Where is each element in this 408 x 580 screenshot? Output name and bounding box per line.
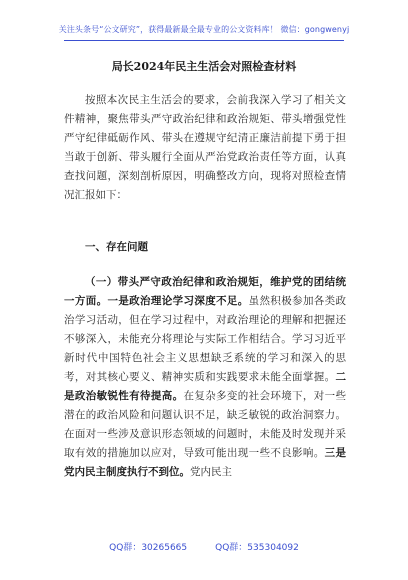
paragraph-lead: （一）带头严守政治纪律和政治规矩，维护党的团结统一方面。	[64, 276, 346, 307]
footer-qq-group-2: QQ群：535304092	[215, 543, 299, 553]
header-banner: 关注头条号“公文研究”，获得最新最全最专业的公文资料库！ 微信：gongwenyj	[58, 25, 350, 34]
footer-contact	[0, 540, 408, 553]
header-divider	[64, 40, 344, 41]
point-2-title: 二是政治敏锐性有待提高。	[64, 371, 346, 402]
point-1-title: 一是政治理论学习深度不足。	[107, 295, 249, 307]
point-2-text: 在复杂多变的社会环境下，对一些潜在的政治风险和问题认识不足，缺乏敏锐的政治洞察力。在面对一些涉及意识形态领域的问题时，未能及时发现并采取有效的措施加以应对，导致可能出现一些不良影响。	[64, 390, 347, 459]
footer-qq-group-1: QQ群：30265665	[109, 543, 188, 553]
point-3-text: 党内民主	[190, 466, 232, 478]
section-heading-problems: 一、存在问题	[85, 241, 148, 253]
intro-paragraph: 按照本次民主生活会的要求，会前我深入学习了相关文件精神，聚焦带头严守政治纪律和政治规矩、带头增强党性严守纪律砥砺作风、带头在遵规守纪清正廉洁前提下勇于担当敢于创新、带头履行全面从严治党政治责任等方面，认真查找问题，深刻剖析原因，明确整改方向，现将对照检查情况汇报如下：	[64, 94, 346, 201]
point-1-text: 虽然积极参加各类政治学习活动，但在学习过程中，对政治理论的理解和把握还不够深入，未能充分将理论与实际工作相结合。学习习近平新时代中国特色社会主义思想缺乏系统的学习和深入的思考，对其核心要义、精神实质和实践要求未能全面掌握。	[64, 295, 347, 383]
problems-paragraph-1	[64, 273, 346, 482]
document-title: 局长2024年民主生活会对照检查材料	[111, 60, 297, 73]
point-3-title: 三是党内民主制度执行不到位。	[64, 447, 347, 478]
